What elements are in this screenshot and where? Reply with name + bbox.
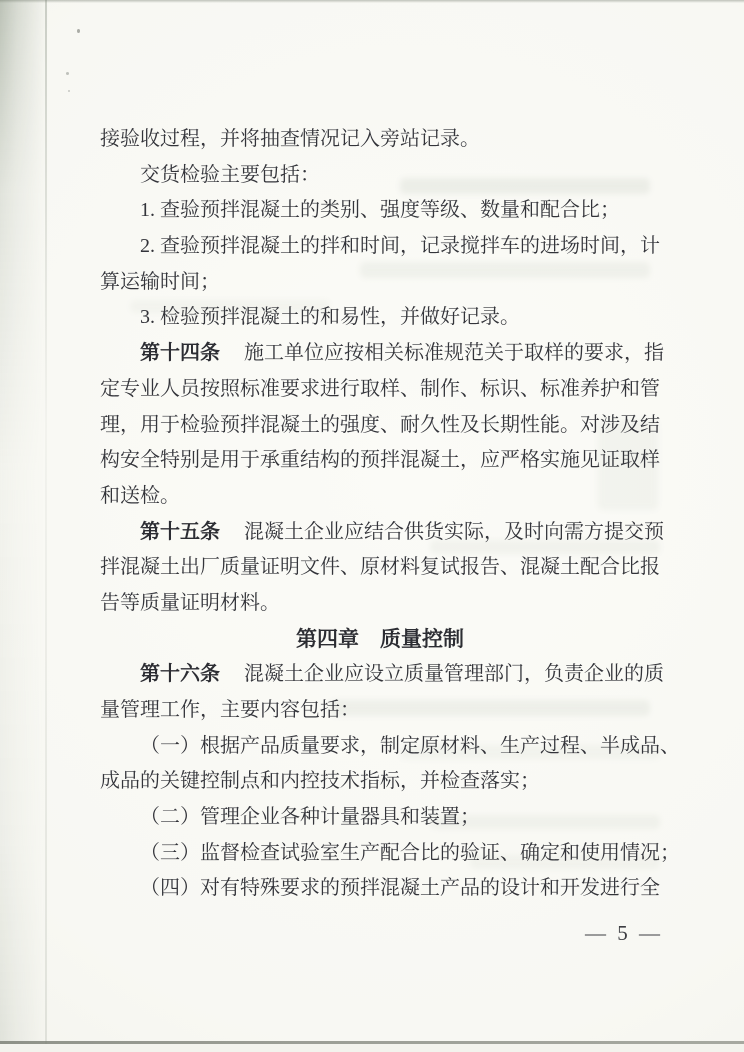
scan-left-crease-line bbox=[45, 0, 47, 1052]
document-text-block bbox=[100, 122, 680, 907]
text-line: 告等质量证明材料。 bbox=[100, 591, 280, 614]
list-item: （二）管理企业各种计量器具和装置； bbox=[140, 806, 480, 829]
article-line bbox=[100, 336, 664, 372]
text-line: 定专业人员按照标准要求进行取样、制作、标识、标准养护和管 bbox=[100, 377, 660, 400]
list-item: （三）监督检查试验室生产配合比的验证、确定和使用情况； bbox=[140, 841, 680, 864]
list-item: 2. 查验预拌混凝土的拌和时间，记录搅拌车的进场时间，计 bbox=[140, 235, 660, 258]
text-line: 算运输时间； bbox=[100, 270, 220, 293]
scan-speck bbox=[77, 29, 80, 33]
text-line: 量管理工作，主要内容包括： bbox=[100, 699, 360, 721]
line-text: 混凝土企业应设立质量管理部门，负责企业的质 bbox=[244, 663, 664, 686]
list-item: 3. 检验预拌混凝土的和易性，并做好记录。 bbox=[140, 306, 520, 329]
text-line: 和送检。 bbox=[100, 484, 180, 507]
line-text: 混凝土企业应结合供货实际，及时向需方提交预 bbox=[244, 520, 664, 543]
text-line: 构安全特别是用于承重结构的预拌混凝土，应严格实施见证取样 bbox=[100, 449, 660, 472]
article-line bbox=[100, 515, 664, 551]
list-item: 1. 查验预拌混凝土的类别、强度等级、数量和配合比； bbox=[140, 199, 620, 222]
line-text: 施工单位应按相关标准规范关于取样的要求，指 bbox=[244, 342, 664, 365]
scan-top-edge-line bbox=[0, 0, 744, 3]
text-line: 接验收过程，并将抽查情况记入旁站记录。 bbox=[100, 128, 480, 150]
article-number: 第十五条 bbox=[140, 520, 220, 543]
list-item: （一）根据产品质量要求，制定原材料、生产过程、半成品、 bbox=[140, 734, 680, 757]
article-number: 第十四条 bbox=[140, 342, 220, 365]
scan-speck bbox=[66, 72, 69, 75]
chapter-heading: 第四章 质量控制 bbox=[296, 627, 464, 651]
scan-bottom-margin bbox=[0, 1044, 744, 1052]
article-number: 第十六条 bbox=[140, 663, 220, 686]
page-number: — 5 — bbox=[585, 921, 663, 945]
scan-speck bbox=[68, 90, 70, 92]
list-item: （四）对有特殊要求的预拌混凝土产品的设计和开发进行全 bbox=[140, 877, 660, 900]
text-line: 成品的关键控制点和内控技术指标，并检查落实； bbox=[100, 770, 540, 793]
text-line: 理，用于检验预拌混凝土的强度、耐久性及长期性能。对涉及结 bbox=[100, 413, 660, 436]
article-line bbox=[100, 657, 664, 693]
text-line: 交货检验主要包括： bbox=[140, 163, 320, 186]
text-line: 拌混凝土出厂质量证明文件、原材料复试报告、混凝土配合比报 bbox=[100, 556, 660, 579]
scan-left-edge-shadow bbox=[0, 0, 48, 1052]
